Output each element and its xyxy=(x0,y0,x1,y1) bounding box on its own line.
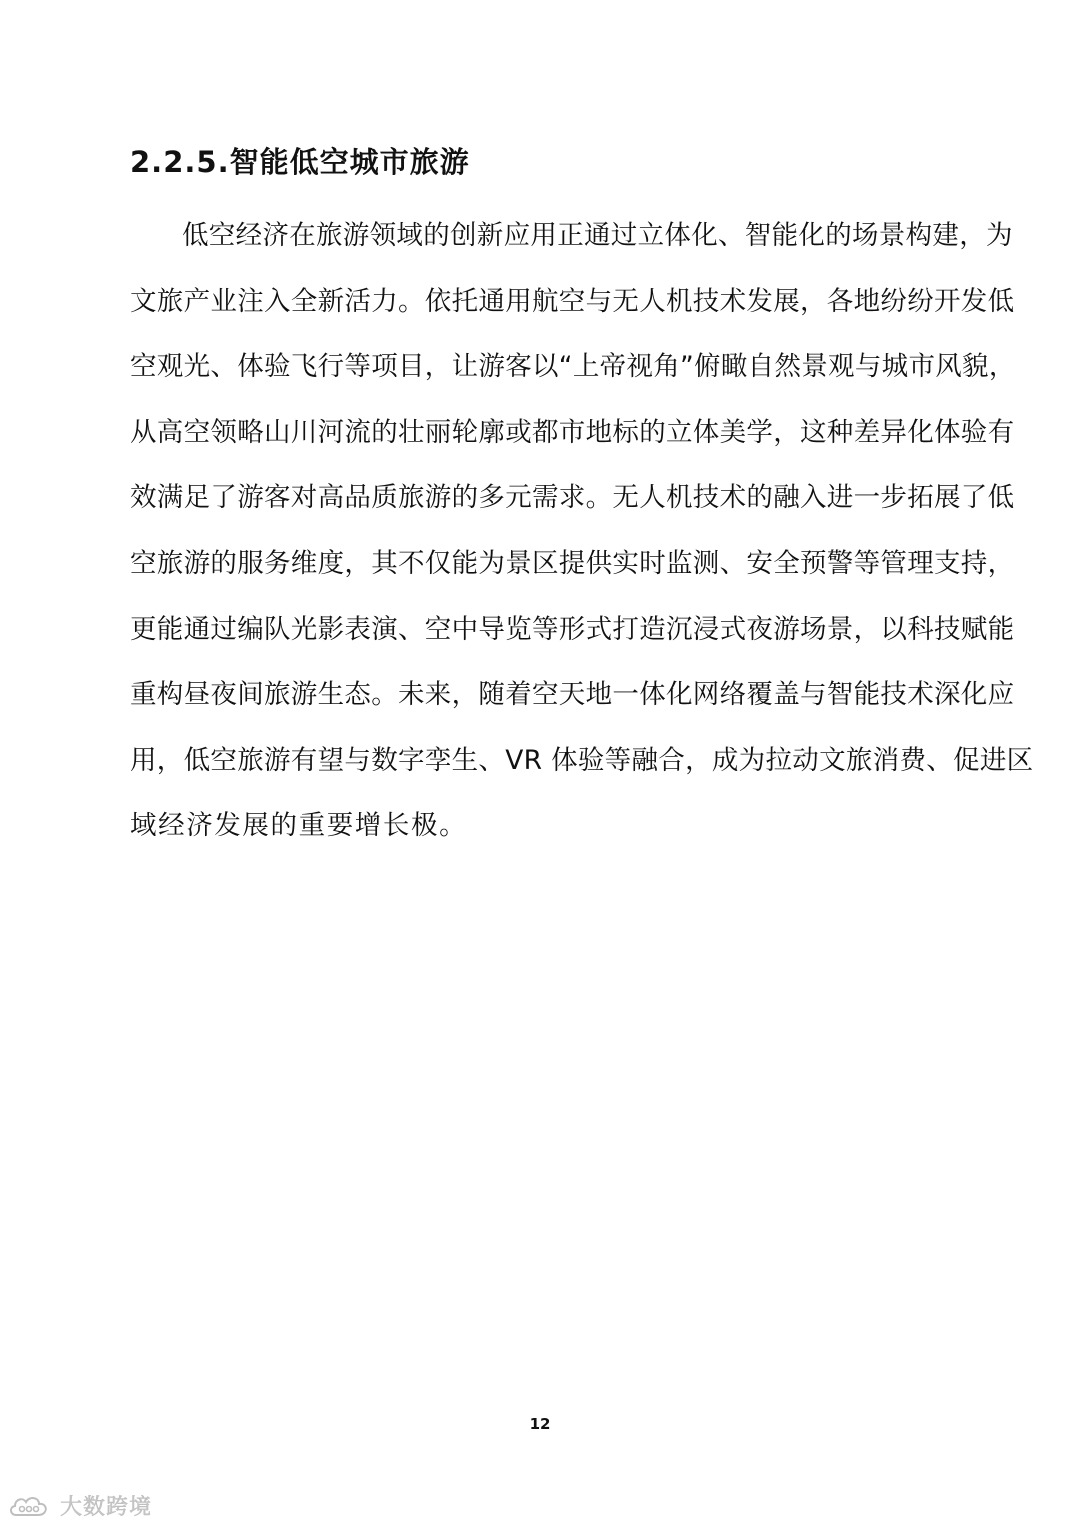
paragraph-line: 更能通过编队光影表演、空中导览等形式打造沉浸式夜游场景，以科技赋能 xyxy=(130,613,1015,645)
paragraph-line: 低空经济在旅游领域的创新应用正通过立体化、智能化的场景构建，为 xyxy=(182,220,1013,251)
watermark xyxy=(8,1490,152,1521)
paragraph-line: 重构昼夜间旅游生态。未来，随着空天地一体化网络覆盖与智能技术深化应 xyxy=(130,679,1015,711)
paragraph-line: 文旅产业注入全新活力。依托通用航空与无人机技术发展，各地纷纷开发低 xyxy=(130,285,1015,317)
paragraph-line: 用，低空旅游有望与数字孪生、VR 体验等融合，成为拉动文旅消费、促进区 xyxy=(130,744,1034,776)
paragraph-line: 域经济发展的重要增长极。 xyxy=(130,810,468,842)
paragraph-line: 空旅游的服务维度，其不仅能为景区提供实时监测、安全预警等管理支持， xyxy=(130,547,1015,579)
section-title: 2.2.5.智能低空城市旅游 xyxy=(130,145,470,179)
paragraph-line: 空观光、体验飞行等项目，让游客以“上帝视角”俯瞰自然景观与城市风貌， xyxy=(130,351,1016,383)
page-number: 12 xyxy=(529,1415,551,1433)
cloud-logo-icon xyxy=(8,1493,54,1519)
body-paragraph xyxy=(130,210,1034,866)
paragraph-line: 效满足了游客对高品质旅游的多元需求。无人机技术的融入进一步拓展了低 xyxy=(130,482,1015,514)
watermark-text: 大数跨境 xyxy=(60,1495,153,1520)
paragraph-line: 从高空领略山川河流的壮丽轮廓或都市地标的立体美学，这种差异化体验有 xyxy=(130,416,1015,448)
